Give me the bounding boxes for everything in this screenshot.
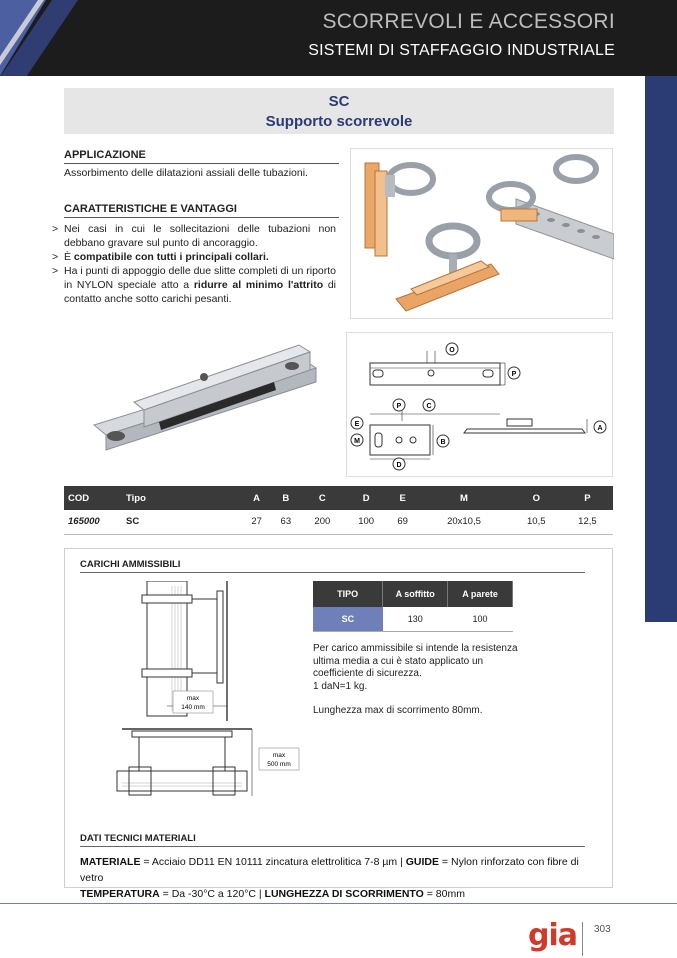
horizontal-pipe [117, 771, 247, 791]
header-subtitle: SISTEMI DI STAFFAGGIO INDUSTRIALE [308, 42, 615, 59]
logo-divider [582, 922, 583, 956]
drawing-plate [370, 425, 430, 455]
table-row [313, 607, 513, 631]
table-cell: 63 [271, 510, 300, 534]
load-table [313, 581, 513, 632]
orange-slider [501, 209, 537, 221]
mounting-hole [285, 362, 299, 370]
mounting-hole [200, 373, 208, 381]
dati-tecnici-text [80, 854, 605, 902]
col-header: COD [64, 486, 122, 510]
col-header: A [242, 486, 271, 510]
application-illustration [351, 149, 614, 320]
label-D: D [396, 462, 402, 469]
bullet-marker: > [52, 251, 59, 263]
spec-key: MATERIALE [80, 856, 141, 868]
product-photo [64, 330, 339, 476]
list-item [52, 250, 336, 264]
bullet-text-bold: compatibile con tutti i principali collari. [73, 251, 269, 263]
load-note-text: Per carico ammissibile si intende la resistenza ultima media a cui è stato applicato un coefficiente di sicurezza. [313, 643, 518, 679]
table-cell: 12,5 [562, 510, 613, 534]
spec-key: LUNGHEZZA DI SCORRIMENTO [264, 888, 424, 900]
mounting-hole [107, 431, 125, 441]
pipe-clamp [142, 595, 192, 603]
spec-key: GUIDE [405, 856, 440, 868]
load-table-header-row [313, 581, 513, 607]
dati-tecnici-heading: DATI TECNICI MATERIALI [80, 833, 585, 847]
clamp-bracket [385, 175, 395, 197]
label-A: A [597, 425, 603, 432]
drawing-rail [370, 363, 500, 385]
col-header: A soffitto [383, 581, 448, 607]
carichi-heading: CARICHI AMMISSIBILI [80, 559, 585, 573]
ceiling-rail [132, 731, 232, 737]
spec-table-header-row [64, 486, 613, 510]
load-note [313, 643, 523, 718]
dimension-value: 500 mm [267, 761, 291, 768]
dimension-drawing [347, 333, 614, 478]
list-item [52, 222, 336, 250]
pipe-clamp [389, 165, 433, 193]
table-cell: 100 [448, 607, 513, 631]
label-C: C [426, 403, 432, 410]
table-cell: 100 [344, 510, 388, 534]
spec-value: = Da -30°C a 120°C | [159, 888, 265, 900]
col-header: P [562, 486, 613, 510]
table-cell: 27 [242, 510, 271, 534]
table-cell: SC [122, 510, 242, 534]
bullet-marker: > [52, 265, 59, 277]
orange-slider [396, 264, 499, 311]
installation-drawing [87, 581, 303, 827]
page-number: 303 [594, 924, 611, 935]
product-code: SC [328, 93, 350, 110]
drawing-side-block [507, 419, 532, 426]
col-header: M [417, 486, 510, 510]
label-O: O [449, 347, 455, 354]
table-cell: 69 [388, 510, 417, 534]
table-cell: 200 [300, 510, 344, 534]
load-note-text: Lunghezza max di scorrimento 80mm. [313, 705, 483, 716]
list-item [52, 264, 336, 306]
product-application-photo [350, 148, 613, 319]
bullet-text-part: Ha i punti di appoggio delle due slitte completi di un riporto in NYLON speciale atto a [64, 265, 337, 291]
label-E: E [354, 421, 360, 428]
label-P: P [511, 371, 517, 378]
spec-value: = Nylon rinforzato con fibre di vetro [80, 856, 579, 884]
pipe-clamp [429, 226, 477, 256]
product-title-box [64, 88, 614, 134]
applicazione-text: Assorbimento delle dilatazioni assiali delle tubazioni. [64, 167, 308, 179]
dimension-label: max [272, 752, 286, 759]
technical-drawing [346, 332, 613, 477]
spec-key: TEMPERATURA [80, 888, 160, 900]
bullet-text-part: È [64, 251, 74, 263]
temperature-line [80, 886, 605, 902]
applicazione-heading: APPLICAZIONE [64, 149, 339, 164]
dimension-value: 140 mm [181, 704, 205, 711]
col-header: A parete [448, 581, 513, 607]
col-header: E [388, 486, 417, 510]
table-cell: 10,5 [511, 510, 562, 534]
brand-logo: gia [528, 918, 578, 953]
footer-line [0, 903, 677, 904]
bullet-marker: > [52, 223, 59, 235]
col-header: D [344, 486, 388, 510]
drawing-side-rail [464, 429, 585, 433]
col-header: TIPO [313, 581, 383, 607]
label-B: B [440, 439, 446, 446]
material-line [80, 854, 605, 886]
carichi-box [64, 548, 613, 900]
slider-illustration [64, 330, 339, 476]
spec-value: = Acciaio DD11 EN 10111 zincatura elettrolitica 7-8 µm | [140, 856, 406, 868]
bullet-text-part: di contatto anche sotto carichi pesanti. [64, 279, 337, 305]
bullet-text [64, 250, 336, 264]
label-M: M [354, 438, 360, 445]
load-note-text: 1 daN=1 kg. [313, 680, 368, 692]
pipe-clamp [556, 157, 596, 181]
spec-value: = 80mm [423, 888, 465, 900]
col-header: Tipo [122, 486, 242, 510]
table-row [64, 510, 613, 534]
dimension-label: max [186, 695, 200, 702]
table-cell: 130 [383, 607, 448, 631]
label-P: P [396, 403, 402, 410]
bullet-text: Nei casi in cui le sollecitazioni delle tubazioni non debbano gravare sul punto di ancoraggio. [64, 223, 336, 249]
caratteristiche-heading: CARATTERISTICHE E VANTAGGI [64, 203, 339, 218]
pipe-clamp [142, 669, 192, 677]
wall-rail [217, 591, 223, 683]
col-header: O [511, 486, 562, 510]
spec-table [64, 486, 613, 535]
page-header [0, 0, 677, 76]
header-title: SCORREVOLI E ACCESSORI [322, 10, 615, 33]
col-header: C [300, 486, 344, 510]
table-cell: 20x10,5 [417, 510, 510, 534]
side-bar [645, 76, 677, 622]
pipe-clamp [489, 184, 533, 210]
bullet-text [64, 264, 336, 306]
product-name: Supporto scorrevole [265, 113, 413, 130]
bullet-text-bold: ridurre al minimo l'attrito [193, 279, 324, 291]
steel-channel [516, 199, 614, 259]
col-header: B [271, 486, 300, 510]
caratteristiche-list [52, 222, 336, 306]
table-cell: 165000 [64, 510, 122, 534]
table-cell: SC [313, 607, 383, 631]
